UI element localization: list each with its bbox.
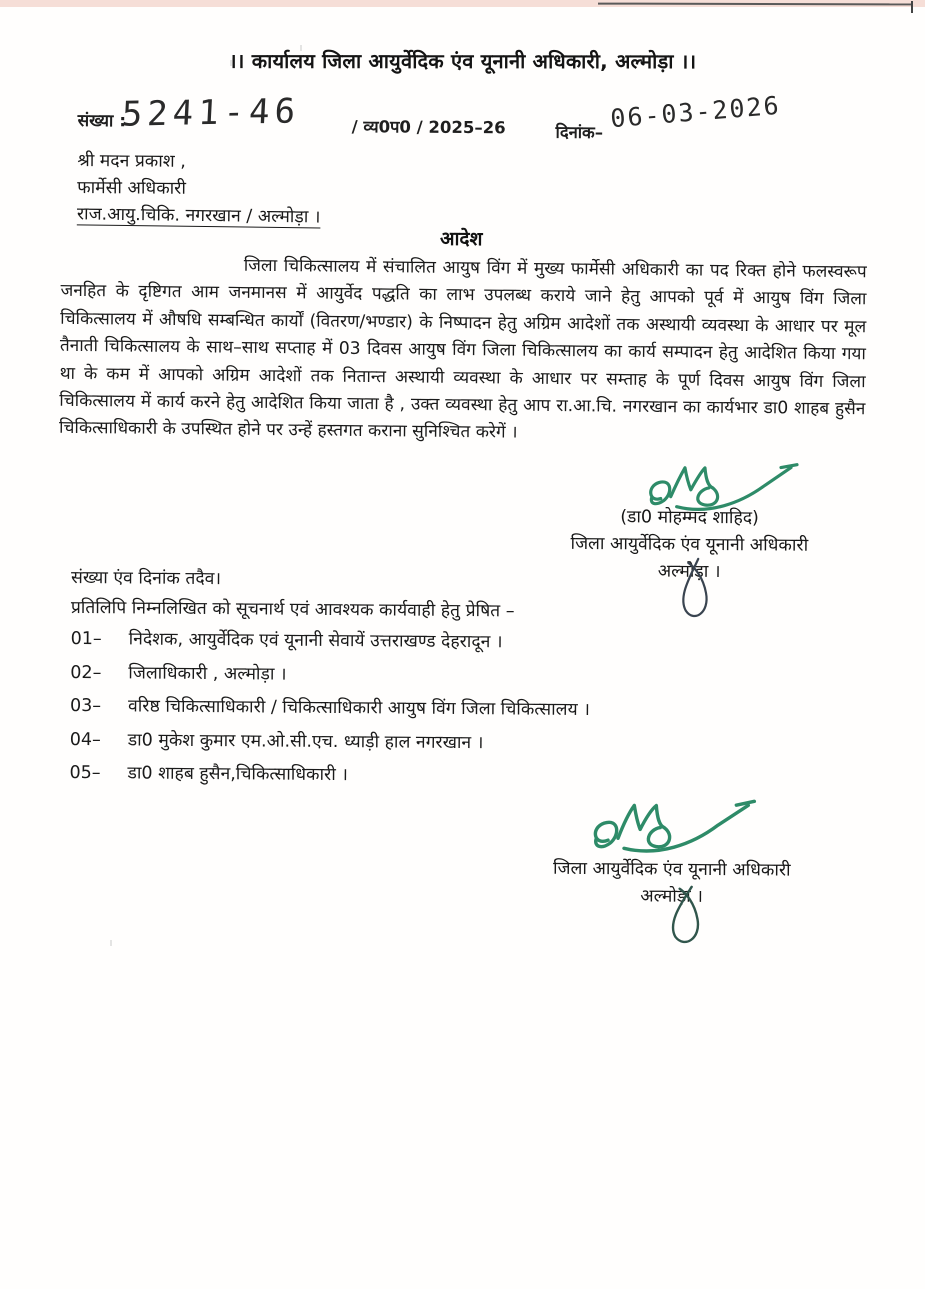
copy-item-text: वरिष्ठ चिकित्साधिकारी / चिकित्साधिकारी आयुष विंग जिला चिकित्सालय । [128,696,590,721]
copy-list-item [70,693,850,723]
addressee-block [77,148,321,231]
ref-number-label: संख्या : [77,110,127,132]
date-handwritten: 06-03-2026 [609,90,782,134]
signature-ink-bottom [586,792,777,863]
copy-list [69,626,850,800]
copy-item-text: डा0 शाहब हुसैन,चिकित्साधिकारी । [127,763,349,786]
copy-item-number: 03– [70,695,102,717]
addressee-posting: राज.आयु.चिकि. नगरखान / अल्मोड़ा । [76,204,321,228]
date-label: दिनांक– [555,122,604,143]
copy-list-item [70,726,850,756]
copy-item-text: निदेशक, आयुर्वेदिक एवं यूनानी सेवायें उत्तराखण्ड देहरादून । [128,629,503,653]
signatory-designation: जिला आयुर्वेदिक एंव यूनानी अधिकारी [552,858,791,881]
copy-forward-note: प्रतिलिपि निम्नलिखित को सूचनार्थ एवं आवश्यक कार्यवाही हेतु प्रेषित – [70,597,515,622]
signatory-designation: जिला आयुर्वेदिक एंव यूनानी अधिकारी [570,533,809,556]
order-heading: आदेश [439,227,483,251]
copy-list-item [71,626,851,656]
addressee-name: श्री मदन प्रकाश , [77,150,186,172]
order-body-paragraph: जिला चिकित्सालय में संचालित आयुष विंग में मुख्य फार्मेसी अधिकारी का पद रिक्त होने फलस्वरूप जनहित के दृष्टिगत आम जनमानस में आयुर्वेद पद्धति का लाभ उपलब्ध कराये जाने हेतु आपको पूर्व में आयुष विंग जिला चिकित्सालय में औषधि सम्बन्धित कार्यों (वितरण/भण्डार) के निष्पादन हेतु अग्रिम आदेशों तक अस्थायी व्यवस्था के आधार पर मूल तैनाती चिकित्सालय के साथ–साथ सप्ताह में 03 दिवस आयुष विंग जिला चिकित्सालय का कार्य सम्पादन हेतु आदेशित किया गया था के कम में आपको अग्रिम आदेशों तक नितान्त अस्थायी व्यवस्था के आधार पर सम्ताह के पूर्ण दिवस आयुष विंग जिला चिकित्सालय में कार्य करने हेतु आदेशित किया जाता है , उक्त व्यवस्था हेतु आप रा.आ.चि. नगरखान का कार्यभार डा0 शाहब हुसैन चिकित्साधिकारी के उपस्थित होने पर उन्हें हस्तगत कराना सुनिश्चित करेगें । [58,255,867,444]
copy-item-number: 02– [70,662,102,683]
copy-item-number: 04– [69,729,101,750]
signature-flourish-loop-top [664,557,725,621]
copy-list-item [69,760,849,790]
signatory-place: अल्मोड़ा । [657,561,721,583]
office-header: ।। कार्यालय जिला आयुर्वेदिक एंव यूनानी अधिकारी, अल्मोड़ा ।। [229,48,697,74]
ref-number-handwritten: 5241-46 [120,91,302,135]
signatory-place: अल्मोड़ा । [640,886,704,907]
signatory-name: (डा0 मोहम्मद शाहिद) [620,507,759,529]
ref-department-code: / व्य0प0 / 2025–26 [351,117,506,138]
signature-flourish-loop-bottom [655,885,716,949]
ref-date-ditto-note: संख्या एंव दिनांक तदैव। [71,567,222,590]
copy-item-number: 01– [70,628,102,650]
copy-list-item [70,659,850,689]
addressee-designation: फार्मेसी अधिकारी [77,177,186,199]
copy-item-text: जिलाधिकारी , अल्मोड़ा । [128,662,287,685]
copy-item-text: डा0 मुकेश कुमार एम.ओ.सी.एच. ध्याड़ी हाल नगरखान । [127,729,484,753]
copy-item-number: 05– [69,762,101,784]
